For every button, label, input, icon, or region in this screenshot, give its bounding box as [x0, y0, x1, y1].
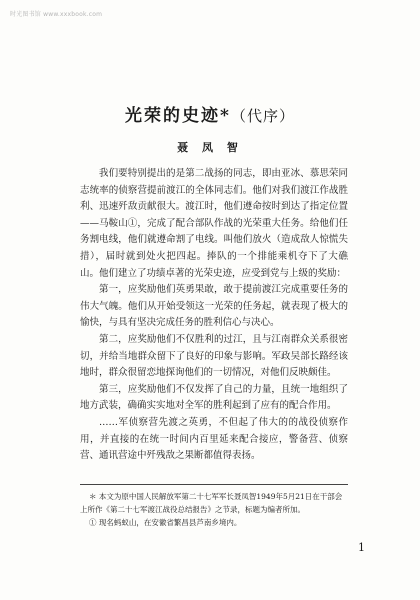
paragraph: 第二，应奖励他们不仅胜利的过江，且与江南群众关系很密切，并给当地群众留下了良好的印象与影响。军政吴部长路经该地时，群众很留恋地探询他们的一切情况，对他们反映颇佳。 — [80, 333, 348, 379]
paragraph: 第三，应奖励他们不仅发挥了自己的力量，且统一地组织了地方武装，确确实实地对全军的胜利起到了应有的配合作用。 — [80, 383, 348, 412]
footnote-source: ＊ 本文为原中国人民解放军第二十七军军长聂凤智1949年5月21日在干部会上所作《第二十七军渡江战役总结报告》之节录，标题为编者所加。 — [80, 492, 343, 514]
page-title: 光荣的史迹* — [125, 106, 231, 126]
paragraph: 我们要特别提出的是第二战扬的同志，即由亚冰、慕思荣同志统率的侦察营提前渡江的全体同志们。他们对我们渡江作战胜利、迅速歼敌贡献很大。渡江时，他们遵命按时到达了指定位置——马鞍山①，完成了配合部队作战的光荣重大任务。给他们任务割电线，他们就遵命割了电线。叫他们放火（造成敌人惊慌失措），届时就到处火把四起。捧队的一个排能乘机夺下了大礁山。他们建立了功绩卓著的光荣史迹，应受到党与上级的奖励： — [80, 168, 348, 279]
footnote-place: ① 现名蚂蚁山，在安徽省繁昌县芦南乡境内。 — [89, 518, 242, 527]
title-block — [0, 101, 420, 126]
page-number: 1 — [358, 541, 365, 554]
watermark: 时光图书馆 www.xxxbook.com — [10, 11, 103, 18]
paragraph: 第一，应奖励他们英勇果敢，敢于提前渡江完成重要任务的伟大气魄。他们从开始受领这一光荣的任务起，就表现了极大的愉快，与具有坚决完成任务的胜利信心与决心。 — [80, 284, 348, 329]
footnotes — [80, 484, 348, 529]
page-subtitle: （代序） — [230, 107, 295, 125]
paragraph: ……军侦察营先渡之英勇，不但起了伟大的的战役侦察作用，并直接的在统一时间内百里延来配合接应，警备营、侦察营、通讯营途中歼残敌之果断都值得表扬。 — [80, 416, 348, 462]
author-name: 聂 凤 智 — [177, 141, 243, 154]
body-text — [80, 166, 348, 465]
